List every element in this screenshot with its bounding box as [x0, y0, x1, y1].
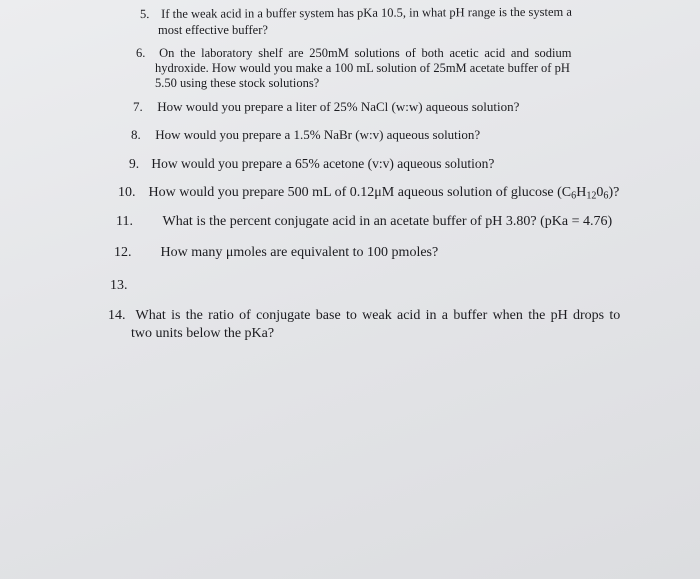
- question-14: [108, 308, 620, 324]
- question-5: [140, 5, 572, 22]
- question-7-number: 7.: [133, 99, 143, 114]
- question-12: [114, 245, 438, 261]
- question-5-line-1: If the weak acid in a buffer system has pKa 10.5, in what pH range is the system a: [161, 4, 572, 21]
- question-11-text: What is the percent conjugate acid in an acetate buffer of pH 3.80? (pKa = 4.76): [162, 214, 613, 229]
- question-10-text-main: How would you prepare 500 mL of 0.12μM aqueous solution of glucose (C: [148, 185, 572, 200]
- question-10-text: [149, 185, 620, 201]
- question-8-text: How would you prepare a 1.5% NaBr (w:v) aqueous solution?: [155, 127, 481, 142]
- question-7-text: How would you prepare a liter of 25% NaCl (w:w) aqueous solution?: [157, 99, 520, 114]
- question-12-text: How many μmoles are equivalent to 100 pmoles?: [160, 245, 439, 260]
- question-9-text: How would you prepare a 65% acetone (v:v) aqueous solution?: [151, 156, 495, 171]
- question-9: [129, 156, 494, 172]
- question-6-line-3: 5.50 using these stock solutions?: [155, 76, 320, 90]
- question-5-number: 5.: [140, 6, 150, 21]
- question-14-number: 14.: [108, 308, 126, 323]
- question-11: [116, 214, 612, 230]
- question-11-number: 11.: [116, 214, 133, 229]
- formula-sub-o: 6: [603, 190, 609, 202]
- formula-sub-h: 12: [586, 190, 597, 202]
- question-13-number: 13.: [110, 278, 128, 293]
- question-10-text-end: )?: [608, 185, 620, 200]
- question-6: [136, 46, 571, 61]
- question-8: [131, 127, 480, 143]
- question-10-number: 10.: [118, 185, 136, 200]
- question-6-number: 6.: [136, 46, 146, 60]
- question-5-line-2: most effective buffer?: [158, 23, 268, 37]
- question-9-number: 9.: [129, 156, 140, 171]
- question-12-number: 12.: [114, 245, 132, 260]
- question-14-line-2: two units below the pKa?: [131, 326, 275, 341]
- question-6-line-2: hydroxide. How would you make a 100 mL solution of 25mM acetate buffer of pH: [155, 61, 570, 75]
- question-13: [110, 278, 138, 294]
- question-10: [118, 185, 619, 201]
- question-7: [133, 99, 519, 115]
- formula-h: H: [576, 185, 587, 200]
- formula-o: 0: [596, 185, 604, 200]
- question-6-line-1: On the laboratory shelf are 250mM solutions of both acetic acid and sodium: [159, 46, 572, 60]
- formula-sub-c: 6: [571, 190, 577, 202]
- question-14-line-1: What is the ratio of conjugate base to weak acid in a buffer when the pH drops to: [135, 308, 621, 323]
- glucose-formula: [571, 185, 608, 200]
- question-8-number: 8.: [131, 127, 141, 142]
